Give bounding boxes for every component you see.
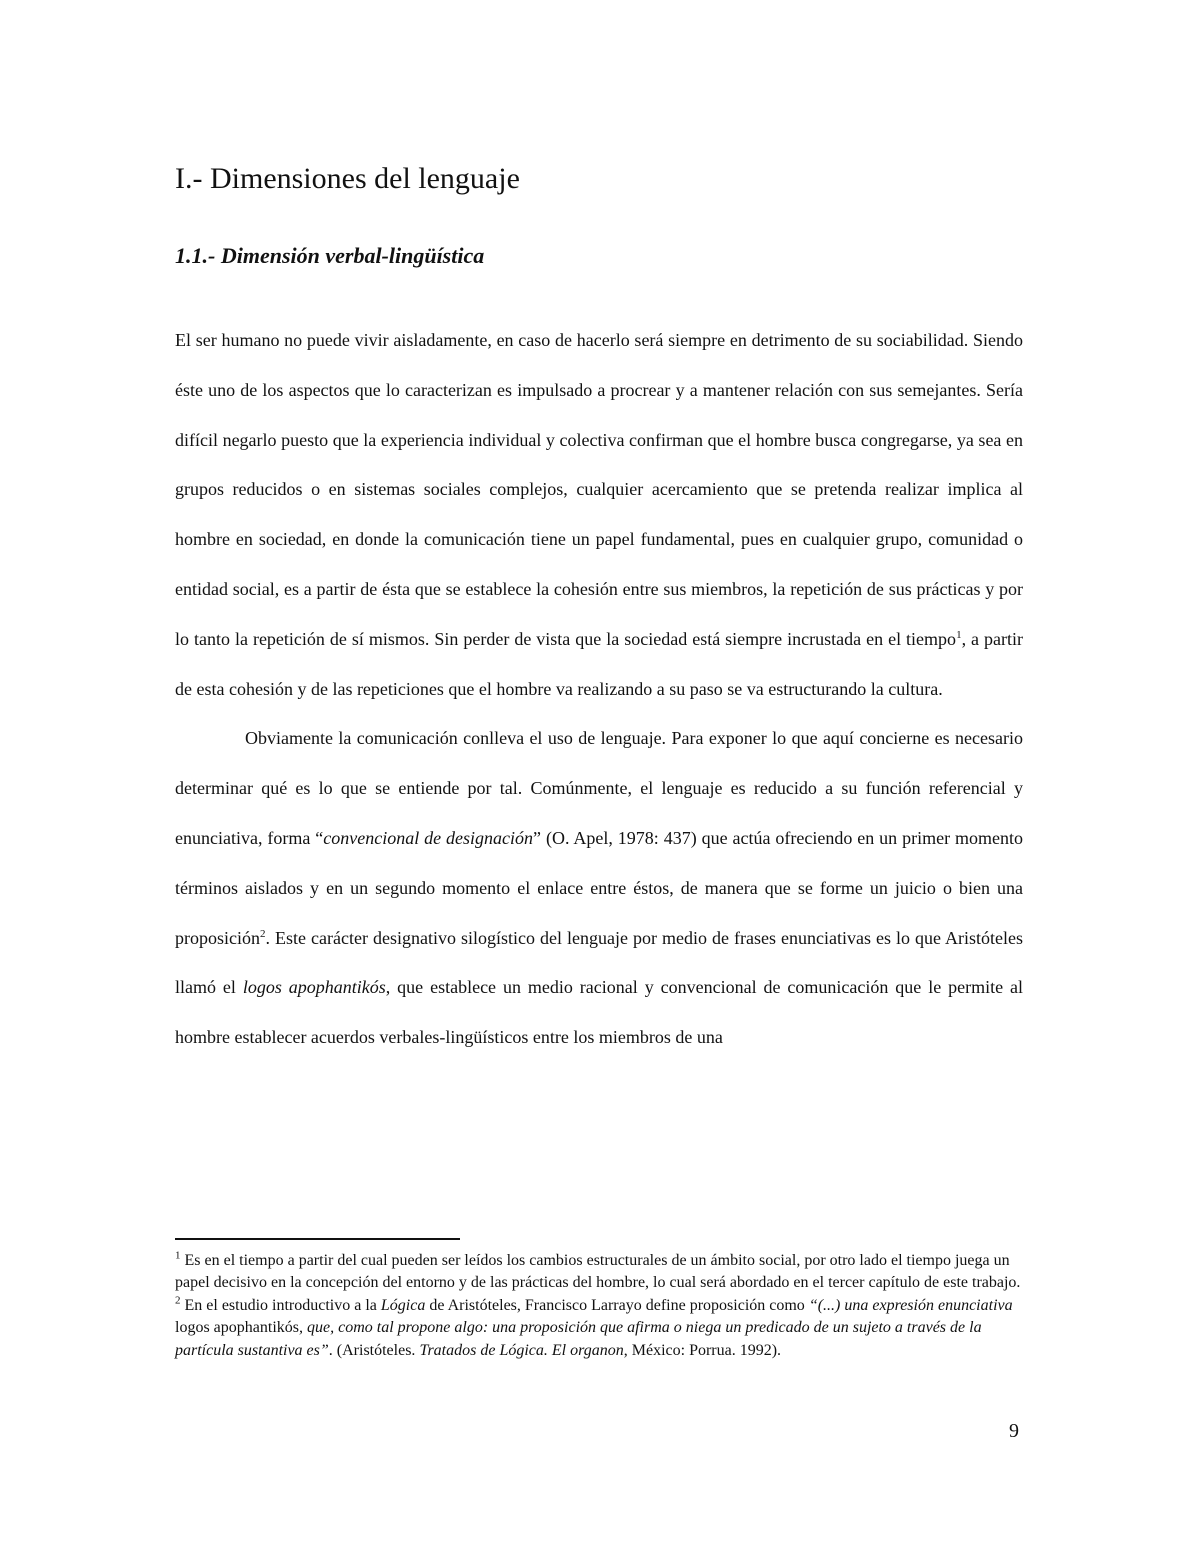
footnote-2-text-5: , México: Porrua. 1992). [623, 1341, 782, 1359]
footnote-2-text-4: . (Aristóteles. [328, 1341, 420, 1359]
paragraph-1-part-1: El ser humano no puede vivir aisladamente, en caso de hacerlo será siempre en detrimento de su sociabilidad. Siendo éste uno de los aspectos que lo caracterizan es impulsado a procrear y a mantener relación con sus semejantes. Sería difícil negarlo puesto que la experiencia individual y colectiva confirman que el hombre busca congregarse, ya sea en grupos reducidos o en sistemas sociales complejos, cualquier acercamiento que se pretenda realizar implica al hombre en sociedad, en donde la comunicación tiene un papel fundamental, pues en cualquier grupo, comunidad o entidad social, es a partir de ésta que se establece la cohesión entre sus miembros, la repetición de sus prácticas y por lo tanto la repetición de sí mismos. Sin perder de vista que la sociedad está siempre incrustada en el tiempo [175, 330, 1023, 649]
paragraph-1-part-2: , a partir de esta cohesión y de las repeticiones que el hombre va realizando a su paso se va estructurando la cultura. [175, 628, 1024, 699]
paragraph-1 [175, 316, 1023, 714]
paragraph-2-part-4: , que establece un medio racional y convencional de comunicación que le permite al hombre establecer acuerdos verbales-lingüísticos entre los miembros de una [175, 977, 1023, 1048]
footnote-2-logica: Lógica [380, 1296, 426, 1314]
footnote-2-italic-2: , que, como tal propone algo: una proposición que afirma o niega un predicado de un sujeto a través de la partícula sustantiva es” [175, 1319, 982, 1359]
footnote-2 [175, 1295, 1023, 1362]
footnote-2-number: 2 [175, 1294, 181, 1307]
footnote-2-text-2: de Aristóteles, Francisco Larrayo define proposición como [425, 1296, 809, 1314]
section-title: 1.1.- Dimensión verbal-lingüística [175, 243, 485, 268]
footnote-2-italic-3: Tratados de Lógica. El organon [419, 1341, 624, 1359]
footnote-separator [175, 1238, 460, 1240]
footnote-1-number: 1 [175, 1249, 181, 1262]
paragraph-2-part-2: ” (O. Apel, 1978: 437) que actúa ofreciendo en un primer momento términos aislados y en un segundo momento el enlace entre éstos, de manera que se forme un juicio o bien una proposición [175, 827, 1023, 948]
chapter-title: I.- Dimensiones del lenguaje [175, 162, 520, 195]
page-number: 9 [1009, 1420, 1019, 1442]
footnote-2-text-1: En el estudio introductivo a la [180, 1296, 381, 1314]
footnote-ref-2[interactable]: 2 [260, 927, 266, 940]
footnote-ref-1[interactable]: 1 [956, 628, 962, 641]
paragraph-2-logos: logos apophantikós [242, 977, 386, 998]
body-text [175, 316, 1023, 1063]
footnote-2-italic-1: “(...) una expresión enunciativa [808, 1296, 1013, 1314]
paragraph-2-quote: convencional de designación [323, 827, 534, 848]
footnote-1 [175, 1250, 1023, 1295]
paragraph-2 [175, 714, 1023, 1063]
footnote-2-text-3: logos apophantikós [175, 1319, 299, 1337]
footnote-1-text: Es en el tiempo a partir del cual pueden ser leídos los cambios estructurales de un ámbito social, por otro lado el tiempo juega un papel decisivo en la concepción del entorno y de las prácticas del hombre, lo cual será abordado en el tercer capítulo de este trabajo. [175, 1252, 1021, 1292]
footnotes [175, 1250, 1023, 1362]
paragraph-2-part-3: . Este carácter designativo silogístico del lenguaje por medio de frases enunciativas es lo que Aristóteles llamó el [175, 927, 1023, 998]
paragraph-2-part-1: Obviamente la comunicación conlleva el uso de lenguaje. Para exponer lo que aquí concierne es necesario determinar qué es lo que se entiende por tal. Comúnmente, el lenguaje es reducido a su función referencial y enunciativa, forma “ [175, 728, 1023, 848]
